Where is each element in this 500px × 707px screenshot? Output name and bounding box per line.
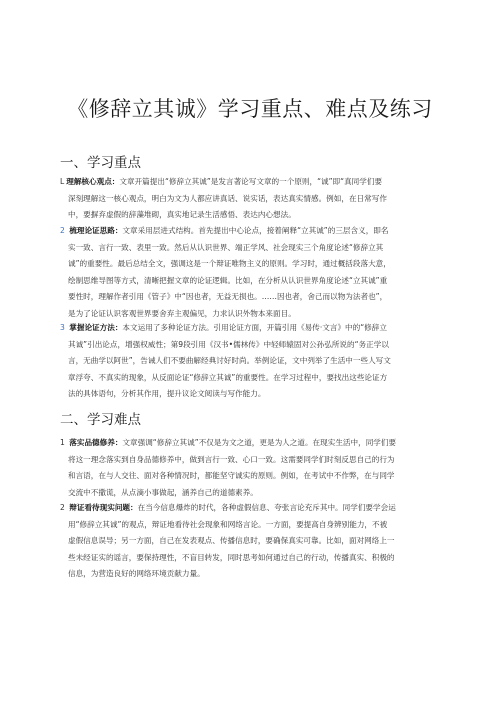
item-text-line: 用“修辞立其诚”的观点，辩证地看待社会现象和网络言论。一方面，要提高自身辨别能力，不被 bbox=[68, 519, 388, 529]
item-number: 3 bbox=[60, 323, 65, 332]
item-text-line: 要性时，理解作者引用《管子》中“因也者，无益无损也。……因也者，舍己而以物为法者也”， bbox=[68, 292, 388, 302]
item-text-line: 是为了论证认识客观世界要舍弃主观偏见，力求认识外物本来面目。 bbox=[68, 308, 296, 318]
item-text-line: 中，要摒弃虚假的辞藻堆砌，真实地记录生活感悟、表达内心想法。 bbox=[68, 210, 296, 220]
difficulty-item-2 bbox=[60, 500, 442, 583]
key-point-item-2 bbox=[60, 223, 442, 323]
item-heading: 理解核心观点： bbox=[66, 177, 120, 186]
item-number: 2 bbox=[60, 503, 65, 512]
item-text-line: 本文运用了多种论证方法。引用论证方面，开篇引用《易传·文言》中的“修辞立 bbox=[122, 323, 387, 332]
document-title: 《修辞立其诚》学习重点、难点及练习 bbox=[67, 97, 433, 121]
section-heading-key-points: 一、学习重点 bbox=[60, 155, 141, 171]
item-heading: 辩证看待现实问题： bbox=[69, 503, 138, 512]
item-text-line: 文章采用层进式结构。首先提出中心论点，接着阐释“立其诚”的三层含义，即名 bbox=[122, 226, 389, 235]
item-text-line: 章浮夸、不真实的现象，从反面论证“修辞立其诚”的重要性。在学习过程中，要找出这些论证方 bbox=[68, 372, 388, 382]
difficulty-item-1 bbox=[60, 435, 442, 501]
item-text-line: 交流中不撒谎，从点滴小事做起，涵养自己的道德素养。 bbox=[68, 487, 258, 497]
item-text-line: 文章开篇提出“修辞立其诚”是发言著论写文章的一个原则，“诚”即“真同学们要 bbox=[119, 177, 383, 186]
item-text-line: 诚”的重要性。最后总结全文，强调这是一个辩证唯物主义的原则。学习时，通过概括段落大意， bbox=[68, 259, 391, 269]
item-text-line: 深刻理解这一核心观点，明白为文为人都应讲真话、说实话，表达真实情感。例如，在日常写作 bbox=[68, 193, 387, 203]
item-text-line: 绘制思维导图等方式，清晰把握文章的论证逻辑。比如，在分析从认识世界角度论述“立其诚”重 bbox=[68, 275, 388, 285]
item-text-line: 言，无曲学以阿世”，告诫人们不要曲解经典讨好时尚。举例论证，文中列举了生活中一些人写文 bbox=[68, 356, 391, 366]
section-heading-difficulties: 二、学习难点 bbox=[60, 412, 141, 428]
item-text-line: 法的具体语句，分析其作用，提升议论文阅读与写作能力。 bbox=[68, 389, 266, 399]
item-text-line: 其诚”引出论点，增强权威性；第9段引用《汉书•儒林传》中轻师辕固对公孙弘所说的“务正学以 bbox=[68, 339, 389, 349]
item-number: 1 bbox=[60, 438, 65, 447]
item-text-line: 和言语，在与人交往、面对各种情况时，都能坚守诚实的原则。例如，在考试中不作弊，在与同学 bbox=[68, 471, 395, 481]
item-text-line: 将这一理念落实到自身品德修养中，做到言行一致、心口一致。这需要同学们时刻反思自己的行为 bbox=[68, 454, 395, 464]
item-text-line: 虚假信息误导；另一方面，自己在发表观点、传播信息时，要确保真实可靠。比如，面对网络上一 bbox=[68, 536, 395, 546]
item-number: L bbox=[60, 177, 65, 186]
item-text-line: 文章强调“修辞立其诚”不仅是为文之道，更是为人之道。在现实生活中，同学们要 bbox=[122, 438, 397, 447]
item-heading: 掌握论证方法： bbox=[69, 323, 123, 332]
item-text-line: 些未经证实的谣言，要保持理性，不盲目转发，同时思考如何通过自己的行动，传播真实、积极的 bbox=[68, 552, 395, 562]
item-heading: 落实品德修养： bbox=[69, 438, 123, 447]
key-point-item-1 bbox=[60, 174, 442, 224]
item-number: 2 bbox=[60, 226, 65, 235]
item-text-line: 在当今信息爆炸的时代，各种虚假信息、夸张言论充斥其中。同学们要学会运 bbox=[137, 503, 396, 512]
item-heading: 梳理论证思路： bbox=[69, 226, 123, 235]
item-text-line: 实一致、言行一致、表里一致。然后从认识世界、端正学风、社会现实三个角度论述“修辞立其 bbox=[68, 242, 384, 252]
item-text-line: 信息，为营造良好的网络环境贡献力量。 bbox=[68, 569, 205, 579]
key-point-item-3 bbox=[60, 320, 442, 403]
